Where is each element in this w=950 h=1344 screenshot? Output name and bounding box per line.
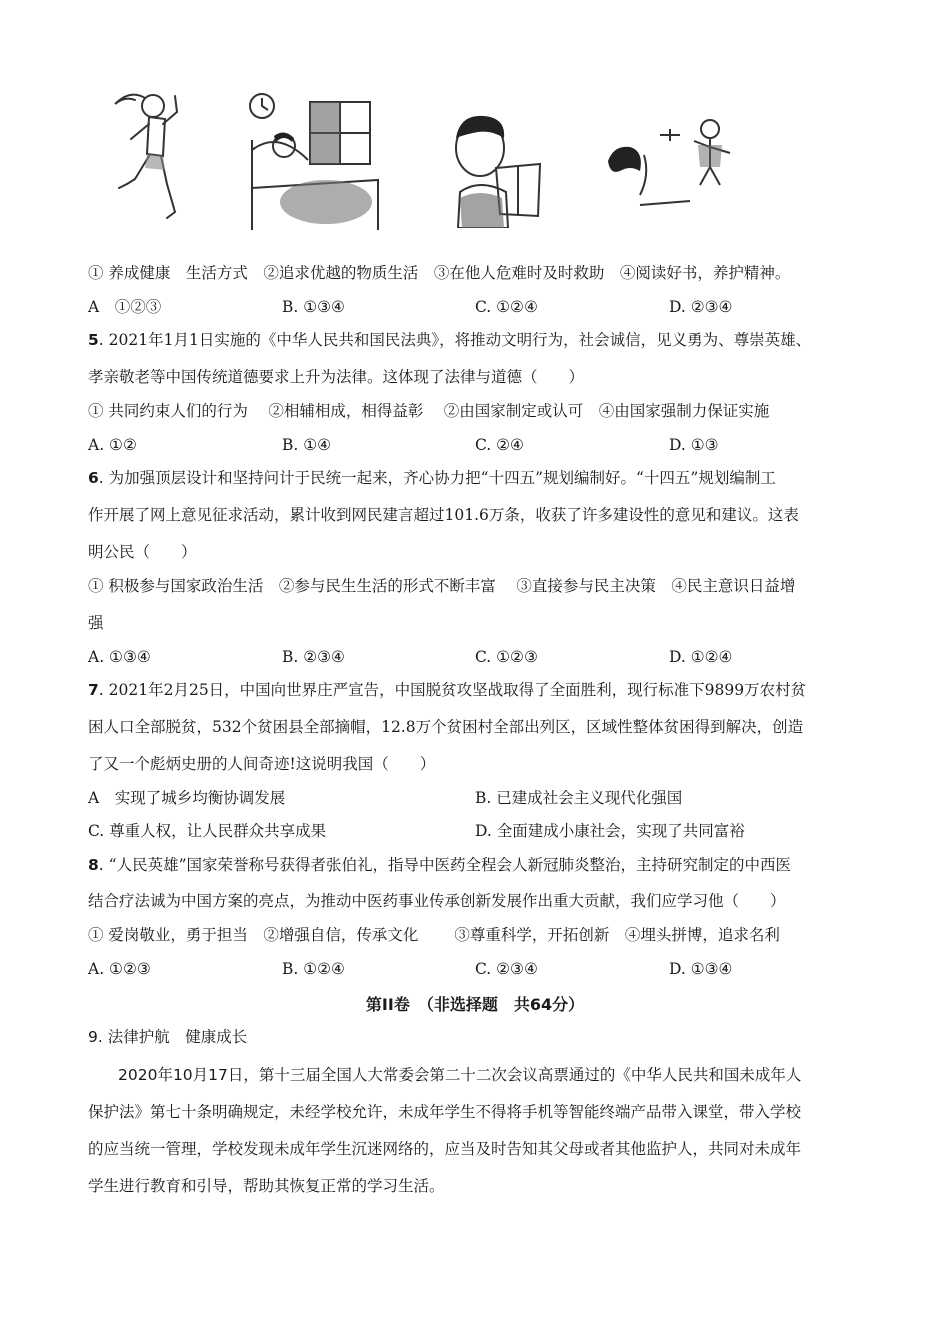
q5-option-d[interactable]: D. ①③ [669,436,719,454]
q7-stem-line2: 困人口全部脱贫，532个贫困县全部摘帽，12.8万个贫困村全部出列区，区域性整体贫困得到解决，创造 [88,718,804,736]
q4-option-a[interactable]: A ①②③ [88,298,162,316]
q5-stem-line2: 孝亲敬老等中国传统道德要求上升为法律。这体现了法律与道德（ ） [88,368,585,386]
q7-number: 7 [88,681,99,699]
q7-stem-line3: 了又一个彪炳史册的人间奇迹!这说明我国（ ） [88,755,436,773]
q4-option-c[interactable]: C. ①②④ [475,298,538,316]
q8-number: 8 [88,856,99,874]
q7-option-d[interactable]: D. 全面建成小康社会，实现了共同富裕 [475,822,745,840]
q9-paragraph-line2: 保护法》第七十条明确规定，未经学校允许，未成年学生不得将手机等智能终端产品带入课堂，带入学校 [88,1103,802,1121]
q8-option-d[interactable]: D. ①③④ [669,960,733,978]
q7-option-c[interactable]: C. 尊重人权，让人民群众共享成果 [88,822,327,840]
q7-option-a[interactable]: A 实现了城乡均衡协调发展 [88,789,286,807]
q6-option-b[interactable]: B. ②③④ [282,648,345,666]
q9-paragraph-line1: 2020年10月17日，第十三届全国人大常委会第二十二次会议高票通过的《中华人民共和国未成年人 [118,1066,802,1084]
q9-number: 9 [88,1028,98,1046]
rescue-scene-illustration [600,115,750,215]
q8-option-b[interactable]: B. ①②④ [282,960,345,978]
q6-number: 6 [88,469,99,487]
q6-stem-line2: 作开展了网上意见征求活动，累计收到网民建言超过101.6万条，收获了许多建设性的意见和建议。这表 [88,506,799,524]
q7-stem-line1: 7. 2021年2月25日，中国向世界庄严宣告，中国脱贫攻坚战取得了全面胜利，现行标准下9899万农村贫 [88,681,807,699]
boy-reading-illustration [448,108,548,228]
q6-option-a[interactable]: A. ①③④ [88,648,151,666]
q5-number: 5 [88,331,99,349]
q9-title: 9. 法律护航 健康成长 [88,1028,248,1046]
q6-stem-line3: 明公民（ ） [88,543,197,561]
q8-statements: ① 爱岗敬业，勇于担当 ②增强自信，传承文化 ③尊重科学，开拓创新 ④埋头拼博，追求名利 [88,926,780,944]
q4-statements: ① 养成健康 生活方式 ②追求优越的物质生活 ③在他人危难时及时救助 ④阅读好书，养护精神。 [88,264,791,282]
boy-in-bed-illustration [248,90,388,230]
q4-option-b[interactable]: B. ①③④ [282,298,345,316]
q8-stem-line2: 结合疗法诚为中国方案的亮点，为推动中医药事业传承创新发展作出重大贡献，我们应学习他（ ） [88,892,786,910]
section-title: 第II卷 （非选择题 共64分） [365,995,585,1014]
q5-option-c[interactable]: C. ②④ [475,436,524,454]
q4-option-d[interactable]: D. ②③④ [669,298,733,316]
q6-statements-cont: 强 [88,614,104,632]
q6-option-d[interactable]: D. ①②④ [669,648,733,666]
q8-option-a[interactable]: A. ①②③ [88,960,151,978]
q6-stem-line1: 6. 为加强顶层设计和坚持问计于民统一起来，齐心协力把“十四五”规划编制好。“十四五”规划编制工 [88,469,776,487]
q9-paragraph-line3: 的应当统一管理，学校发现未成年学生沉迷网络的，应当及时告知其父母或者其他监护人，共同对未成年 [88,1140,802,1158]
q5-option-a[interactable]: A. ①② [88,436,137,454]
q5-stem-line1: 5. 2021年1月1日实施的《中华人民共和国民法典》，将推动文明行为，社会诚信，见义勇为、尊崇英雄、 [88,331,812,349]
running-girl-illustration [105,84,205,229]
q7-option-b[interactable]: B. 已建成社会主义现代化强国 [475,789,683,807]
q6-statements: ① 积极参与国家政治生活 ②参与民生生活的形式不断丰富 ③直接参与民主决策 ④民主意识日益增 [88,577,796,595]
q8-option-c[interactable]: C. ②③④ [475,960,538,978]
q8-stem-line1: 8. “人民英雄”国家荣誉称号获得者张伯礼，指导中医药全程会人新冠肺炎整治，主持研究制定的中西医 [88,856,792,874]
q9-paragraph-line4: 学生进行教育和引导，帮助其恢复正常的学习生活。 [88,1177,445,1195]
q5-statements: ① 共同约束人们的行为 ②相辅相成，相得益彰 ②由国家制定或认可 ④由国家强制力保证实施 [88,402,770,420]
q5-option-b[interactable]: B. ①④ [282,436,332,454]
q6-option-c[interactable]: C. ①②③ [475,648,538,666]
